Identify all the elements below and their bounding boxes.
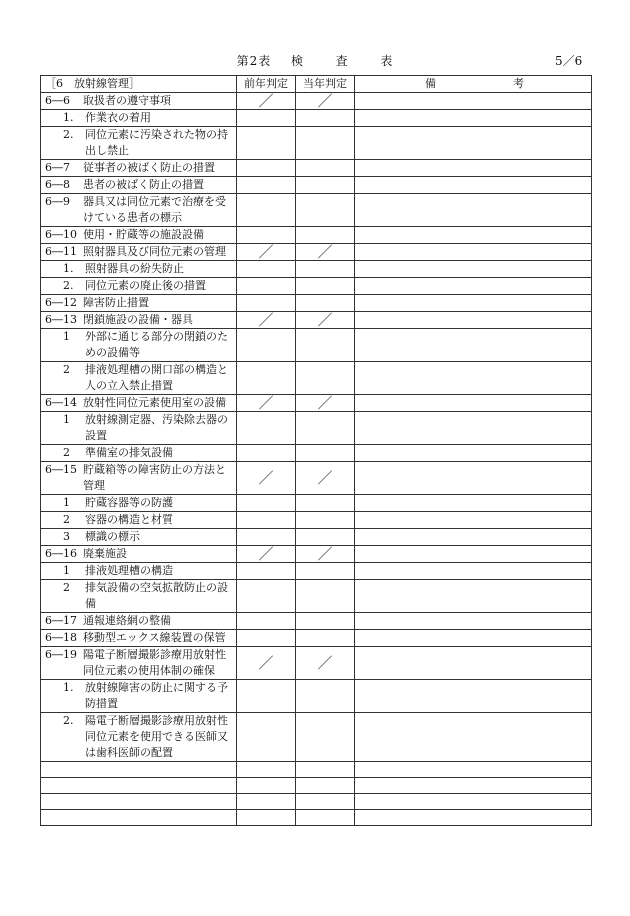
item-number: 6―14	[45, 396, 77, 409]
item-number: 6―17	[45, 614, 77, 627]
table-row	[41, 647, 592, 680]
table-row	[41, 512, 592, 529]
item-number: 6―16	[45, 547, 77, 560]
remarks-cell	[355, 329, 592, 362]
remarks-header-2: 考	[513, 77, 524, 90]
item-text: 患者の被ばく防止の措置	[83, 178, 204, 191]
blank-cell	[296, 794, 355, 810]
curr-judgement-cell: ／	[296, 244, 355, 261]
curr-judgement-cell	[296, 445, 355, 462]
item-number: 2	[63, 363, 70, 376]
remarks-header-1: 備	[425, 77, 436, 90]
item-number: 6―9	[45, 195, 70, 208]
item-text: 廃棄施設	[83, 547, 127, 560]
table-row	[41, 362, 592, 395]
table-row	[41, 529, 592, 546]
item-number: 6―11	[45, 245, 77, 258]
table-row	[41, 244, 592, 261]
item-text: 照射器具の紛失防止	[85, 262, 184, 275]
prev-judgement-cell	[237, 512, 296, 529]
item-number: 6―12	[45, 296, 77, 309]
check-item	[41, 127, 237, 160]
check-item	[41, 495, 237, 512]
check-item	[41, 529, 237, 546]
table-row	[41, 329, 592, 362]
curr-judgement-cell: ／	[296, 546, 355, 563]
check-item	[41, 546, 237, 563]
remarks-cell	[355, 395, 592, 412]
table-row	[41, 495, 592, 512]
item-text: 通報連絡網の整備	[83, 614, 171, 627]
prev-judgement-cell	[237, 362, 296, 395]
item-text: 排気設備の空気拡散防止の設備	[85, 581, 228, 610]
remarks-cell	[355, 278, 592, 295]
check-item	[41, 227, 237, 244]
prev-judgement-cell	[237, 613, 296, 630]
curr-judgement-cell	[296, 110, 355, 127]
curr-judgement-cell	[296, 680, 355, 713]
blank-cell	[237, 778, 296, 794]
remarks-cell	[355, 110, 592, 127]
prev-judgement-cell: ／	[237, 312, 296, 329]
check-item	[41, 563, 237, 580]
check-item	[41, 462, 237, 495]
table-row	[41, 177, 592, 194]
curr-judgement-cell: ／	[296, 93, 355, 110]
table-row	[41, 412, 592, 445]
check-item	[41, 312, 237, 329]
curr-judgement-cell	[296, 127, 355, 160]
remarks-cell	[355, 127, 592, 160]
table-row	[41, 227, 592, 244]
curr-judgement-cell	[296, 529, 355, 546]
table-row	[41, 613, 592, 630]
prev-judgement-cell	[237, 295, 296, 312]
curr-judgement-cell	[296, 412, 355, 445]
curr-judgement-cell	[296, 512, 355, 529]
check-item	[41, 295, 237, 312]
inspection-table	[40, 75, 592, 826]
curr-judgement-cell: ／	[296, 647, 355, 680]
item-number: 2.	[63, 128, 74, 141]
item-text: 取扱者の遵守事項	[83, 94, 171, 107]
item-text: 排液処理槽の開口部の構造と人の立入禁止措置	[85, 363, 228, 392]
item-number: 6―18	[45, 631, 77, 644]
item-text: 移動型エックス線装置の保管	[83, 631, 226, 644]
blank-row	[41, 810, 592, 826]
prev-judgement-cell	[237, 160, 296, 177]
item-text: 同位元素の廃止後の措置	[85, 279, 206, 292]
table-header-row	[41, 76, 592, 93]
table-row	[41, 127, 592, 160]
curr-judgement-cell	[296, 563, 355, 580]
curr-judgement-cell: ／	[296, 395, 355, 412]
prev-judgement-cell: ／	[237, 462, 296, 495]
remarks-header	[355, 76, 592, 93]
blank-cell	[41, 794, 237, 810]
table-row	[41, 93, 592, 110]
curr-judgement-cell	[296, 278, 355, 295]
blank-row	[41, 778, 592, 794]
item-text: 障害防止措置	[83, 296, 149, 309]
item-text: 放射性同位元素使用室の設備	[83, 396, 226, 409]
item-number: 2	[63, 581, 70, 594]
table-row	[41, 160, 592, 177]
item-text: 照射器具及び同位元素の管理	[83, 245, 226, 258]
remarks-cell	[355, 680, 592, 713]
item-text: 陽電子断層撮影診療用放射性同位元素の使用体制の確保	[83, 648, 226, 677]
table-row	[41, 194, 592, 227]
item-number: 1.	[63, 681, 74, 694]
curr-judgement-cell	[296, 227, 355, 244]
item-number: 6―7	[45, 161, 70, 174]
prev-judgement-cell	[237, 329, 296, 362]
curr-judgement-cell	[296, 495, 355, 512]
check-item	[41, 160, 237, 177]
prev-judgement-cell	[237, 495, 296, 512]
section-header: ［6 放射線管理］	[41, 76, 237, 93]
item-text: 放射線障害の防止に関する予防措置	[85, 681, 228, 710]
table-row	[41, 713, 592, 762]
blank-cell	[237, 810, 296, 826]
table-row	[41, 445, 592, 462]
item-text: 排液処理槽の構造	[85, 564, 173, 577]
item-text: 同位元素に汚染された物の持出し禁止	[85, 128, 228, 157]
item-number: 1.	[63, 262, 74, 275]
remarks-cell	[355, 563, 592, 580]
remarks-cell	[355, 261, 592, 278]
page-number: 5／6	[555, 54, 583, 68]
prev-judgement-cell	[237, 713, 296, 762]
table-row	[41, 278, 592, 295]
check-item	[41, 194, 237, 227]
table-row	[41, 110, 592, 127]
remarks-cell	[355, 295, 592, 312]
blank-row	[41, 794, 592, 810]
prev-judgement-cell	[237, 563, 296, 580]
curr-judgement-cell	[296, 329, 355, 362]
blank-row	[41, 762, 592, 778]
item-number: 2.	[63, 714, 74, 727]
curr-judgement-cell	[296, 580, 355, 613]
item-number: 2	[63, 513, 70, 526]
blank-cell	[296, 762, 355, 778]
prev-judgement-cell: ／	[237, 395, 296, 412]
remarks-cell	[355, 244, 592, 261]
blank-cell	[237, 794, 296, 810]
item-text: 陽電子断層撮影診療用放射性同位元素を使用できる医師又は歯科医師の配置	[85, 714, 228, 759]
table-row	[41, 630, 592, 647]
curr-judgement-header: 当年判定	[296, 76, 355, 93]
item-text: 貯蔵箱等の障害防止の方法と管理	[83, 463, 226, 492]
prev-judgement-cell	[237, 630, 296, 647]
remarks-cell	[355, 495, 592, 512]
remarks-cell	[355, 713, 592, 762]
item-text: 閉鎖施設の設備・器具	[83, 313, 193, 326]
title-part: 検	[290, 54, 304, 68]
table-row	[41, 462, 592, 495]
remarks-cell	[355, 546, 592, 563]
check-item	[41, 278, 237, 295]
remarks-cell	[355, 412, 592, 445]
prev-judgement-cell	[237, 445, 296, 462]
remarks-cell	[355, 194, 592, 227]
item-number: 6―8	[45, 178, 70, 191]
check-item	[41, 613, 237, 630]
prev-judgement-cell	[237, 110, 296, 127]
check-item	[41, 244, 237, 261]
curr-judgement-cell: ／	[296, 312, 355, 329]
check-item	[41, 395, 237, 412]
blank-cell	[237, 762, 296, 778]
remarks-cell	[355, 580, 592, 613]
curr-judgement-cell	[296, 613, 355, 630]
prev-judgement-cell	[237, 177, 296, 194]
prev-judgement-cell	[237, 412, 296, 445]
prev-judgement-cell	[237, 680, 296, 713]
item-text: 貯蔵容器等の防護	[85, 496, 173, 509]
remarks-cell	[355, 613, 592, 630]
item-number: 6―10	[45, 228, 77, 241]
item-number: 1	[63, 413, 70, 426]
check-item	[41, 362, 237, 395]
table-row	[41, 261, 592, 278]
item-number: 1	[63, 496, 70, 509]
check-item	[41, 329, 237, 362]
curr-judgement-cell	[296, 713, 355, 762]
item-number: 2	[63, 446, 70, 459]
curr-judgement-cell	[296, 177, 355, 194]
prev-judgement-cell: ／	[237, 546, 296, 563]
table-row	[41, 563, 592, 580]
blank-cell	[296, 810, 355, 826]
check-item	[41, 512, 237, 529]
check-item	[41, 713, 237, 762]
table-row	[41, 580, 592, 613]
remarks-cell	[355, 93, 592, 110]
curr-judgement-cell: ／	[296, 462, 355, 495]
table-row	[41, 546, 592, 563]
prev-judgement-header: 前年判定	[237, 76, 296, 93]
blank-cell	[355, 794, 592, 810]
item-number: 2.	[63, 279, 74, 292]
curr-judgement-cell	[296, 295, 355, 312]
item-number: 1	[63, 564, 70, 577]
table-body	[41, 93, 592, 826]
item-number: 6―19	[45, 648, 77, 661]
remarks-cell	[355, 445, 592, 462]
curr-judgement-cell	[296, 160, 355, 177]
item-text: 放射線測定器、汚染除去器の設置	[85, 413, 228, 442]
item-number: 3	[63, 530, 70, 543]
blank-cell	[355, 778, 592, 794]
prev-judgement-cell	[237, 529, 296, 546]
item-number: 6―6	[45, 94, 70, 107]
check-item	[41, 445, 237, 462]
remarks-cell	[355, 630, 592, 647]
table-row	[41, 395, 592, 412]
curr-judgement-cell	[296, 261, 355, 278]
item-number: 1.	[63, 111, 74, 124]
item-text: 使用・貯蔵等の施設設備	[83, 228, 204, 241]
item-text: 器具又は同位元素で治療を受けている患者の標示	[83, 195, 226, 224]
remarks-cell	[355, 312, 592, 329]
remarks-cell	[355, 462, 592, 495]
blank-cell	[296, 778, 355, 794]
prev-judgement-cell	[237, 278, 296, 295]
remarks-cell	[355, 529, 592, 546]
table-row	[41, 295, 592, 312]
prev-judgement-cell: ／	[237, 244, 296, 261]
prev-judgement-cell	[237, 227, 296, 244]
blank-cell	[41, 810, 237, 826]
prev-judgement-cell: ／	[237, 647, 296, 680]
prev-judgement-cell	[237, 261, 296, 278]
check-item	[41, 647, 237, 680]
item-text: 容器の構造と材質	[85, 513, 173, 526]
item-text: 作業衣の着用	[85, 111, 151, 124]
curr-judgement-cell	[296, 630, 355, 647]
table-row	[41, 680, 592, 713]
remarks-cell	[355, 227, 592, 244]
check-item	[41, 93, 237, 110]
remarks-cell	[355, 160, 592, 177]
curr-judgement-cell	[296, 194, 355, 227]
prev-judgement-cell: ／	[237, 93, 296, 110]
item-text: 準備室の排気設備	[85, 446, 173, 459]
item-text: 標識の標示	[85, 530, 140, 543]
blank-cell	[41, 762, 237, 778]
item-text: 従事者の被ばく防止の措置	[83, 161, 215, 174]
item-number: 1	[63, 330, 70, 343]
check-item	[41, 261, 237, 278]
check-item	[41, 630, 237, 647]
blank-cell	[41, 778, 237, 794]
blank-cell	[355, 810, 592, 826]
blank-cell	[355, 762, 592, 778]
item-text: 外部に通じる部分の閉鎖のための設備等	[85, 330, 228, 359]
item-number: 6―15	[45, 463, 77, 476]
prev-judgement-cell	[237, 194, 296, 227]
check-item	[41, 177, 237, 194]
title-part: 査	[335, 54, 349, 68]
prev-judgement-cell	[237, 127, 296, 160]
page-title	[0, 52, 630, 69]
check-item	[41, 412, 237, 445]
title-part: 表	[380, 54, 394, 68]
curr-judgement-cell	[296, 362, 355, 395]
check-item	[41, 680, 237, 713]
remarks-cell	[355, 647, 592, 680]
remarks-cell	[355, 362, 592, 395]
remarks-cell	[355, 512, 592, 529]
title-part: 第2表	[236, 54, 272, 68]
check-item	[41, 580, 237, 613]
item-number: 6―13	[45, 313, 77, 326]
remarks-cell	[355, 177, 592, 194]
table-row	[41, 312, 592, 329]
check-item	[41, 110, 237, 127]
prev-judgement-cell	[237, 580, 296, 613]
